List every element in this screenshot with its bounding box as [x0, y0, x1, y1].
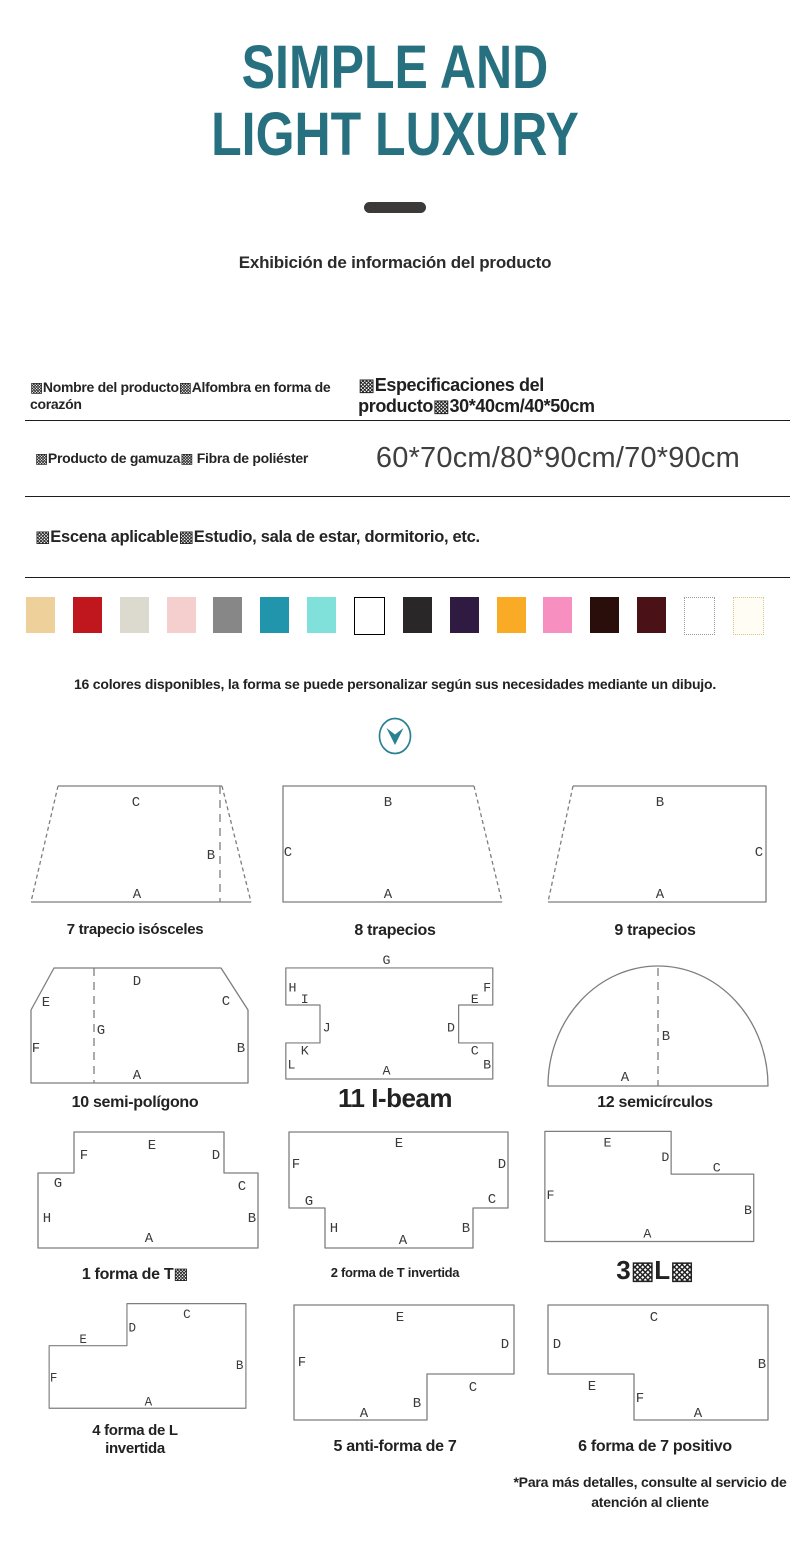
title-divider-bar	[364, 202, 426, 213]
page-title-line1: SIMPLE AND	[241, 33, 549, 101]
vertex-label: C	[183, 1307, 191, 1322]
page-title	[71, 34, 719, 168]
vertex-label: A	[132, 887, 142, 903]
shape-caption: 11 I-beam	[337, 1082, 452, 1113]
shape-diagram-trapecio-9	[526, 776, 784, 918]
applicable-scene-label: ▩Escena aplicable▩Estudio, sala de estar, dormitorio, etc.	[35, 528, 480, 546]
shape-diagram-trapecio-8	[266, 776, 524, 918]
shape-cell-forma-l	[526, 1114, 784, 1286]
shape-caption: 8 trapecios	[354, 922, 436, 939]
product-specs-label: ▩Especificaciones del producto▩30*40cm/40*50cm	[358, 374, 595, 416]
vertex-label: C	[221, 994, 231, 1010]
shape-diagram-forma-t	[6, 1120, 264, 1262]
color-swatch-light-beige	[120, 597, 149, 633]
vertex-label: D	[661, 1149, 670, 1165]
vertex-label: E	[41, 995, 51, 1011]
vertex-label: B	[661, 1029, 671, 1045]
vertex-label: E	[79, 1332, 87, 1347]
product-name-label: ▩Nombre del producto▩Alfombra en forma de corazón	[30, 379, 331, 412]
vertex-label: F	[297, 1355, 307, 1371]
shapes-grid	[6, 770, 784, 1458]
vertex-label: H	[288, 980, 297, 996]
info-row-name-specs	[25, 374, 790, 421]
color-swatch-dark-purple	[450, 597, 479, 633]
shape-caption: 5 anti-forma de 7	[333, 1438, 457, 1455]
vertex-label: F	[635, 1391, 645, 1407]
vertex-label: B	[247, 1211, 257, 1227]
vertex-label: B	[655, 795, 665, 811]
vertex-label: H	[42, 1211, 52, 1227]
color-swatch-gray	[213, 597, 242, 633]
shape-cell-semi-poligono	[6, 942, 264, 1114]
vertex-label: E	[395, 1310, 405, 1326]
vertex-label: A	[359, 1406, 369, 1422]
shape-cell-trapecio-8	[266, 770, 524, 942]
shape-cell-semicirculo	[526, 942, 784, 1114]
vertex-label: E	[587, 1379, 597, 1395]
vertex-label: D	[132, 974, 142, 990]
vertex-label: E	[394, 1136, 404, 1152]
color-swatch-red	[73, 597, 102, 633]
color-swatch-charcoal	[403, 597, 432, 633]
vertex-label: J	[322, 1020, 331, 1036]
vertex-label: F	[483, 980, 492, 996]
info-row-material-sizes	[25, 421, 790, 497]
vertex-label: K	[300, 1043, 309, 1059]
shape-diagram-forma-t-invertida	[266, 1120, 524, 1262]
color-swatch-cream-dotted	[733, 597, 764, 635]
color-swatch-dark-brown	[590, 597, 619, 633]
vertex-label: G	[382, 953, 391, 969]
shape-diagram-forma-l	[526, 1120, 784, 1255]
shape-caption: 7 trapecio isósceles	[66, 921, 204, 938]
footer-note	[470, 1472, 790, 1513]
shape-caption: 3▩L▩	[616, 1254, 694, 1285]
shape-diagram-anti-forma-7	[266, 1292, 524, 1434]
shape-cell-trapecio-isosceles	[6, 770, 264, 942]
shape-caption-line1: 4 forma de L	[92, 1422, 178, 1439]
vertex-label: C	[712, 1160, 721, 1176]
vertex-label: B	[235, 1358, 244, 1373]
vertex-label: I	[300, 992, 309, 1008]
shape-diagram-i-beam	[266, 948, 524, 1083]
shape-cell-forma-l-invertida	[6, 1286, 264, 1458]
shape-caption-line2: invertida	[105, 1440, 165, 1457]
color-swatch-amber	[497, 597, 526, 633]
product-sizes-value: 60*70cm/80*90cm/70*90cm	[375, 442, 740, 474]
vertex-label: A	[655, 887, 665, 903]
vertex-label: C	[470, 1043, 479, 1059]
shape-cell-trapecio-9	[526, 770, 784, 942]
shape-caption: 10 semi-polígono	[71, 1094, 199, 1111]
shape-caption: 1 forma de T▩	[81, 1266, 189, 1283]
vertex-label: A	[693, 1406, 703, 1422]
footer-note-line1: *Para más detalles, consulte al servicio de	[513, 1474, 787, 1490]
color-swatch-light-pink	[167, 597, 196, 633]
vertex-label: G	[304, 1194, 314, 1210]
vertex-label: A	[398, 1233, 408, 1249]
vertex-label: F	[31, 1041, 41, 1057]
vertex-label: E	[603, 1135, 612, 1151]
shape-caption: 6 forma de 7 positivo	[578, 1438, 732, 1455]
vertex-label: C	[487, 1192, 497, 1208]
vertex-label: C	[649, 1310, 659, 1326]
color-swatch-maroon	[637, 597, 666, 633]
color-swatch-pink	[543, 597, 572, 633]
shape-cell-forma-t	[6, 1114, 264, 1286]
vertex-label: F	[291, 1157, 301, 1173]
vertex-label: A	[382, 1063, 391, 1079]
vertex-label: A	[144, 1231, 154, 1247]
vertex-label: G	[96, 1023, 106, 1039]
vertex-label: B	[744, 1202, 753, 1218]
vertex-label: C	[754, 845, 764, 861]
product-material-label: ▩Producto de gamuza▩ Fibra de poliéster	[35, 450, 309, 466]
vertex-label: F	[546, 1187, 555, 1203]
shape-cell-forma-7-positivo	[526, 1286, 784, 1458]
vertex-label: D	[211, 1148, 221, 1164]
shape-diagram-trapecio-isosceles	[6, 776, 264, 918]
shape-diagram-semi-poligono	[6, 948, 264, 1090]
vertex-label: A	[620, 1070, 630, 1086]
vertex-label: F	[49, 1371, 58, 1386]
shape-caption: 12 semicírculos	[597, 1094, 713, 1111]
vertex-label: B	[412, 1396, 422, 1412]
vertex-label: L	[287, 1057, 296, 1073]
vertex-label: A	[643, 1226, 652, 1242]
shape-diagram-forma-l-invertida	[6, 1292, 264, 1419]
vertex-label: C	[237, 1179, 247, 1195]
vertex-label: B	[757, 1357, 767, 1373]
color-swatch-teal	[260, 597, 289, 633]
vertex-label: C	[131, 795, 141, 811]
section-subtitle: Exhibición de información del producto	[238, 253, 552, 272]
colors-note: 16 colores disponibles, la forma se puede personalizar según sus necesidades mediante un dibujo.	[73, 676, 717, 692]
shape-diagram-forma-7-positivo	[526, 1292, 784, 1434]
shape-caption: 9 trapecios	[614, 922, 696, 939]
page-title-line2: LIGHT LUXURY	[211, 100, 579, 169]
chevron-down-icon	[377, 716, 413, 756]
vertex-label: B	[483, 1057, 492, 1073]
shape-caption	[92, 1422, 178, 1458]
shape-cell-forma-t-invertida	[266, 1114, 524, 1286]
shape-caption: 2 forma de T invertida	[330, 1265, 460, 1280]
product-info-table	[0, 374, 790, 578]
shape-cell-i-beam	[266, 942, 524, 1114]
vertex-label: G	[53, 1176, 63, 1192]
vertex-label: F	[79, 1148, 89, 1164]
vertex-label: A	[383, 887, 393, 903]
vertex-label: A	[144, 1395, 153, 1410]
vertex-label: B	[461, 1221, 471, 1237]
vertex-label: D	[552, 1337, 562, 1353]
vertex-label: E	[147, 1138, 157, 1154]
vertex-label: E	[470, 992, 479, 1008]
color-swatches	[0, 597, 790, 635]
color-swatch-white	[354, 597, 385, 635]
scroll-down-indicator	[0, 716, 790, 761]
vertex-label: C	[468, 1380, 478, 1396]
vertex-label: D	[497, 1157, 507, 1173]
vertex-label: D	[500, 1337, 510, 1353]
footer-note-line2: atención al cliente	[591, 1494, 709, 1511]
vertex-label: B	[206, 848, 216, 864]
color-swatch-wheat	[26, 597, 55, 633]
color-swatch-white-dotted	[684, 597, 715, 635]
info-row-scene	[25, 497, 790, 578]
vertex-label: D	[447, 1020, 456, 1036]
shape-diagram-semicirculo	[526, 948, 784, 1090]
shape-cell-anti-forma-7	[266, 1286, 524, 1458]
vertex-label: B	[236, 1041, 246, 1057]
vertex-label: D	[128, 1321, 137, 1336]
vertex-label: B	[383, 795, 393, 811]
vertex-label: A	[132, 1068, 142, 1084]
vertex-label: H	[329, 1221, 339, 1237]
vertex-label: C	[283, 845, 293, 861]
color-swatch-aqua	[307, 597, 336, 633]
